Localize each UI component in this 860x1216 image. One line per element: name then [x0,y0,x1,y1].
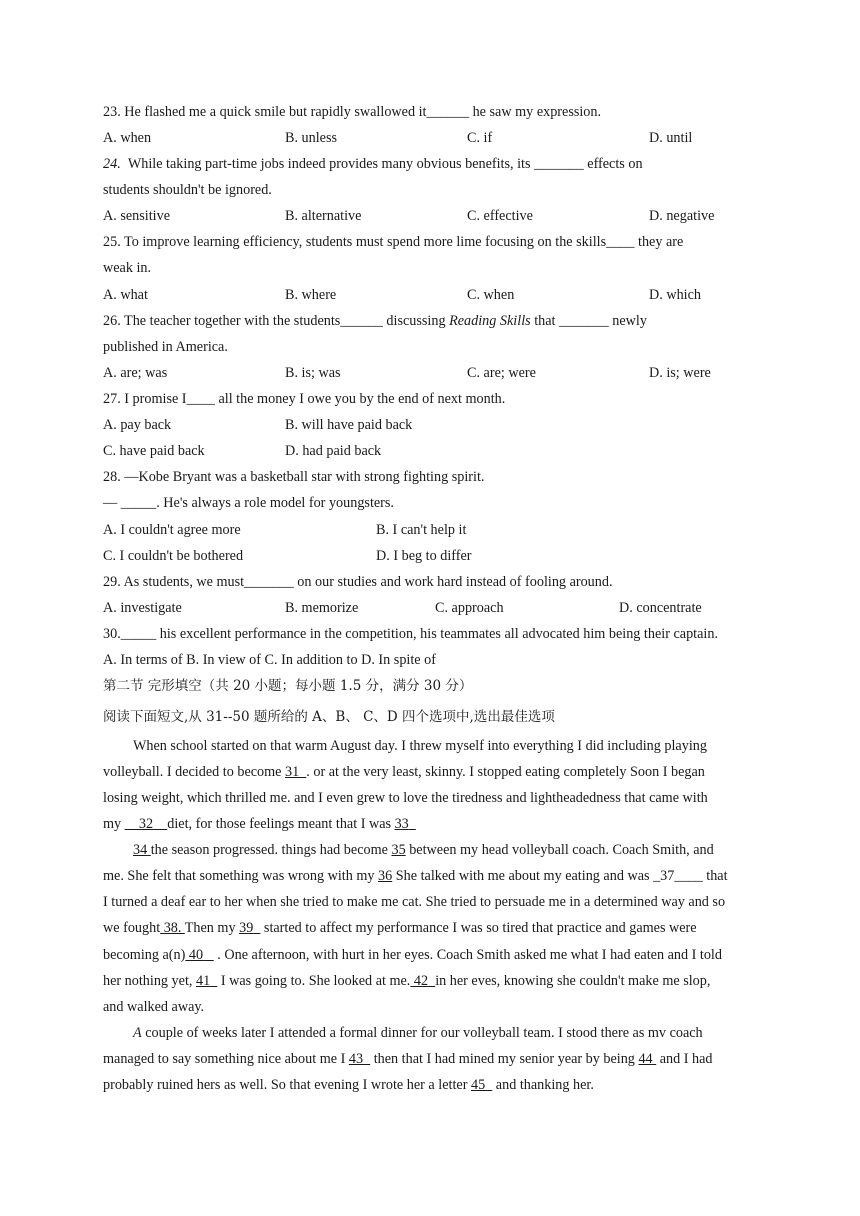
blank-41-number: 41 [196,973,211,989]
blank-34: 34 [133,842,148,858]
passage-p2-line5 [103,946,722,964]
blank-31: 31 [285,764,300,780]
text: and thanking her. [492,1077,594,1093]
text: She talked with me about my eating and was _37____ that [392,868,728,884]
q29-option-a: A. investigate [103,600,182,616]
text: volleyball. I decided to become [103,764,286,780]
question-26-stem [103,312,647,330]
q26-option-d: D. is; were [649,365,711,381]
q23-option-d: D. until [649,130,693,146]
q28-option-b: B. I can't help it [376,522,467,538]
blank-32 [125,816,168,832]
blank-42 [410,973,435,989]
blank-40-number: 40 [185,947,204,963]
text: probably ruined hers as well. So that evening I wrote her a letter [103,1077,471,1093]
question-25-stem: 25. To improve learning efficiency, students must spend more lime focusing on the skills____ they are [103,234,684,250]
text: my [103,816,125,832]
question-24-number: 24. [103,156,121,172]
text: . or at the very least, skinny. I stopped eating completely Soon I began [306,764,705,780]
q27-option-a: A. pay back [103,417,172,433]
q25-option-d: D. which [649,287,702,303]
text: A [133,1025,142,1041]
passage-p1-line2 [103,763,705,781]
text: in her eves, knowing she couldn't make me slop, [435,973,711,989]
question-26-stem-cont: published in America. [103,339,228,355]
blank-39 [239,920,260,936]
q24-option-d: D. negative [649,208,715,224]
blank-32-number: 32 [138,816,154,832]
section-2-instruction: 阅读下面短文,从 31--50 题所给的 A、B、 C、D 四个选项中,选出最佳选项 [103,709,555,725]
blank-36: 36 [378,868,393,884]
q27-option-c: C. have paid back [103,443,205,459]
q26-text-2: that _______ newly [530,313,647,329]
q23-option-a: A. when [103,130,152,146]
blank-41 [196,973,217,989]
q27-option-d: D. had paid back [285,443,382,459]
passage-p1-line4 [103,815,416,833]
blank-44 [638,1051,656,1067]
blank-45 [471,1077,492,1093]
passage-p1-line1: When school started on that warm August day. I threw myself into everything I did including playing [133,738,707,754]
text: I was going to. She looked at me. [217,973,411,989]
text: diet, for those feelings meant that I was [167,816,395,832]
q26-book-title: Reading Skills [449,313,531,329]
q26-text-1: 26. The teacher together with the students______ discussing [103,313,450,329]
q29-option-c: C. approach [435,600,504,616]
text: me. She felt that something was wrong with my [103,868,379,884]
q29-option-d: D. concentrate [619,600,702,616]
question-24-stem-cont: students shouldn't be ignored. [103,182,272,198]
question-24-text: While taking part-time jobs indeed provides many obvious benefits, its _______ effects on [127,156,643,172]
blank-39-number: 39 [239,920,254,936]
blank-45-number: 45 [470,1077,486,1093]
passage-p3-line1 [133,1024,703,1042]
blank-43-number: 43 [348,1051,364,1067]
question-28-stem-cont: — _____. He's always a role model for youngsters. [103,495,394,511]
blank-33-number: 33 [394,816,409,832]
q29-option-b: B. memorize [285,600,359,616]
q26-option-c: C. are; were [467,365,536,381]
blank-43 [349,1051,370,1067]
q23-option-b: B. unless [285,130,338,146]
text: Then my [184,920,240,936]
text: becoming a(n) [103,947,186,963]
q27-option-b: B. will have paid back [285,417,413,433]
section-2-heading: 第二节 完形填空（共 20 小题；每小题 1.5 分，满分 30 分） [103,678,473,694]
passage-p2-line6 [103,972,710,990]
passage-p2-line2 [103,867,728,885]
passage-p2-line1 [133,841,714,859]
blank-38: 38. [160,920,185,936]
passage-p2-line3: I turned a deaf ear to her when she tried to make me cat. She tried to persuade me in a determined way and so [103,894,726,910]
question-29-stem: 29. As students, we must_______ on our studies and work hard instead of fooling around. [103,574,613,590]
question-30-stem: 30._____ his excellent performance in the competition, his teammates all advocated him being their captain. [103,626,718,642]
q24-option-c: C. effective [467,208,533,224]
text: then that I had mined my senior year by being [370,1051,639,1067]
q26-option-b: B. is; was [285,365,341,381]
text: started to affect my performance I was so tired that practice and games were [260,920,697,936]
passage-p3-line3 [103,1076,594,1094]
question-27-stem: 27. I promise I____ all the money I owe you by the end of next month. [103,391,506,407]
q25-option-c: C. when [467,287,515,303]
question-24-stem [103,155,643,173]
text: and I had [656,1051,713,1067]
text: between my head volleyball coach. Coach Smith, and [405,842,714,858]
question-23-stem: 23. He flashed me a quick smile but rapidly swallowed it______ he saw my expression. [103,104,602,120]
blank-44-number: 44 [638,1051,653,1067]
question-25-stem-cont: weak in. [103,260,152,276]
blank-35: 35 [391,842,406,858]
q24-option-a: A. sensitive [103,208,170,224]
text: her nothing yet, [103,973,196,989]
blank-40 [185,947,213,963]
q26-option-a: A. are; was [103,365,168,381]
q25-option-b: B. where [285,287,337,303]
q28-option-a: A. I couldn't agree more [103,522,241,538]
q25-option-a: A. what [103,287,148,303]
text: the season progressed. things had become [150,842,392,858]
text: . One afternoon, with hurt in her eyes. Coach Smith asked me what I had eaten and I told [213,947,722,963]
blank-33 [395,816,416,832]
q28-option-c: C. I couldn't be bothered [103,548,244,564]
blank-42-number: 42 [410,973,429,989]
q23-option-c: C. if [467,130,493,146]
q30-options: A. In terms of B. In view of C. In addition to D. In spite of [103,652,436,668]
passage-p3-line2 [103,1050,713,1068]
passage-p2-line7: and walked away. [103,999,205,1015]
q28-option-d: D. I beg to differ [376,548,472,564]
q24-option-b: B. alternative [285,208,362,224]
text: managed to say something nice about me I [103,1051,349,1067]
passage-p1-line3: losing weight, which thrilled me. and I even grew to love the tiredness and lightheadedness that came with [103,790,708,806]
question-28-stem: 28. —Kobe Bryant was a basketball star with strong fighting spirit. [103,469,485,485]
text: we fought [103,920,161,936]
passage-p2-line4 [103,919,697,937]
text: couple of weeks later I attended a formal dinner for our volleyball team. I stood there as mv coach [141,1025,703,1041]
